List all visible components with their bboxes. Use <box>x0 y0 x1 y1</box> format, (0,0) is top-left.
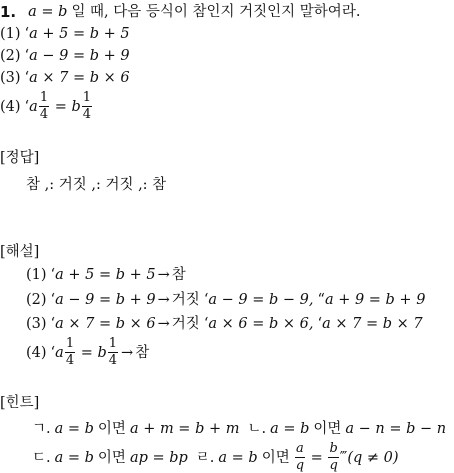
explanation-line-3 <box>26 313 423 335</box>
explanation-label: (4) <box>26 344 47 361</box>
hint-condition: a = b <box>54 420 94 437</box>
explanation-mark: ‘ <box>50 344 56 361</box>
explanation-result: 참 <box>171 266 186 283</box>
question-item-2: (2) ‘ a − 9 = b + 9 <box>0 47 130 64</box>
right-arrow-icon: → <box>157 266 170 283</box>
hint-label: ㄷ. <box>32 449 51 466</box>
explanation-title: [해설] <box>0 243 40 260</box>
fraction-denominator: 4 <box>82 106 92 122</box>
explanation-expr: a × 7 = b × 6 <box>55 315 156 332</box>
right-arrow-icon: → <box>157 315 170 332</box>
item-label: (1) <box>0 25 21 42</box>
explanation-label: (2) <box>26 291 47 308</box>
item-mark: ‘ <box>24 47 30 64</box>
explanation-extra-expr: a × 6 = b × 6, <box>208 315 314 332</box>
fraction <box>328 442 338 472</box>
question-prompt: 일 때, 다음 등식이 참인지 거짓인지 말하여라. <box>71 3 361 20</box>
item-var-right: b <box>71 98 81 115</box>
item-mark: ‘ <box>24 25 30 42</box>
item-mark: ‘ <box>24 98 30 115</box>
fraction-denominator: 4 <box>39 106 49 122</box>
explanation-label: (3) <box>26 315 47 332</box>
hint-expr: a + m = b + m <box>129 420 240 437</box>
fraction <box>108 337 118 367</box>
fraction <box>82 91 92 121</box>
explanation-var-left: a <box>55 344 64 361</box>
question-item-4: (4) ‘ a $\frac{1}{4}$ = b $\frac{1}{4}$ <box>0 89 92 122</box>
hint-word: 이면 <box>313 420 342 437</box>
fraction-numerator: 1 <box>108 335 118 351</box>
fraction-numerator: 1 <box>82 89 92 105</box>
hint-line-2 <box>32 440 399 473</box>
fraction-numerator: b <box>329 440 338 456</box>
hint-word: 이면 <box>261 449 290 466</box>
item-label: (4) <box>0 98 21 115</box>
explanation-expr: a − 9 = b + 9 <box>55 291 156 308</box>
item-expr-left: a × 7 <box>29 69 69 86</box>
explanation-extra-mark: “ <box>317 291 325 308</box>
explanation-line-2 <box>26 289 425 311</box>
item-expr-right: b + 9 <box>89 47 130 64</box>
explanation-result: 거짓 <box>171 315 200 332</box>
explanation-mark: ‘ <box>50 291 56 308</box>
question-condition: a = b <box>28 3 68 20</box>
explanation-line-4: (4) ‘ a $\frac{1}{4}$ = b $\frac{1}{4}$ → 참 <box>26 335 150 368</box>
hint-title: [힌트] <box>0 394 40 411</box>
item-expr-right: b + 5 <box>89 25 130 42</box>
fraction-denominator: q <box>295 457 305 473</box>
hint-tail-mark: ‴ <box>339 449 348 466</box>
hint-word: 이면 <box>97 420 126 437</box>
explanation-result: 거짓 <box>171 291 200 308</box>
answer-line <box>26 174 166 196</box>
explanation-extra-expr: a + 9 = b + 9 <box>324 291 426 308</box>
explanation-label: (1) <box>26 266 47 283</box>
answer-text: 참 ,: 거짓 ,: 거짓 ,: 참 <box>26 176 167 193</box>
fraction <box>295 442 305 472</box>
answer-title: [정답] <box>0 149 40 166</box>
hint-tail: (q ≠ 0) <box>347 449 399 466</box>
hint-expr: a − n = b − n <box>345 420 447 437</box>
right-arrow-icon: → <box>121 344 134 361</box>
explanation-line-1 <box>26 264 186 286</box>
hint-label: ㄹ. <box>195 449 215 466</box>
explanation-extra-mark: ‘ <box>203 291 209 308</box>
hint-title-line <box>0 392 39 414</box>
explanation-result: 참 <box>135 344 150 361</box>
explanation-title-line <box>0 241 39 263</box>
hint-label: ㄱ. <box>32 420 51 437</box>
hint-expr: ap = bp <box>129 449 188 466</box>
explanation-extra-mark: ‘ <box>317 315 323 332</box>
explanation-extra-mark: ‘ <box>203 315 209 332</box>
question-item-1: (1) ‘ a + 5 = b + 5 <box>0 25 130 42</box>
explanation-extra-expr: a − 9 = b − 9, <box>208 291 314 308</box>
fraction <box>65 337 75 367</box>
item-expr-right: b × 6 <box>89 69 130 86</box>
item-mark: ‘ <box>24 69 30 86</box>
fraction-numerator: 1 <box>39 89 49 105</box>
fraction <box>39 91 49 121</box>
hint-line-1 <box>32 418 446 440</box>
explanation-extra-expr: a × 7 = b × 7 <box>322 315 423 332</box>
explanation-mark: ‘ <box>50 315 56 332</box>
explanation-expr: a + 5 = b + 5 <box>55 266 156 283</box>
explanation-mark: ‘ <box>50 266 56 283</box>
fraction-denominator: 4 <box>65 352 75 368</box>
fraction-numerator: 1 <box>65 335 75 351</box>
hint-word: 이면 <box>97 449 126 466</box>
answer-title-line <box>0 147 39 169</box>
explanation-var-right: b <box>97 344 107 361</box>
item-label: (3) <box>0 69 21 86</box>
hint-condition: a = b <box>54 449 94 466</box>
item-expr-left: a − 9 <box>29 47 69 64</box>
question-item-3: (3) ‘ a × 7 = b × 6 <box>0 69 130 86</box>
item-expr-left: a + 5 <box>29 25 69 42</box>
hint-label: ㄴ. <box>247 420 267 437</box>
question-line <box>0 1 360 23</box>
right-arrow-icon: → <box>157 291 170 308</box>
hint-condition: a = b <box>270 420 310 437</box>
fraction-denominator: 4 <box>108 352 118 368</box>
item-label: (2) <box>0 47 21 64</box>
hint-condition: a = b <box>218 449 258 466</box>
question-number: 1. <box>0 2 17 21</box>
fraction-numerator: a <box>296 440 304 456</box>
equals-sign: = <box>310 449 323 466</box>
item-var-left: a <box>29 98 38 115</box>
fraction-denominator: q <box>329 457 338 473</box>
